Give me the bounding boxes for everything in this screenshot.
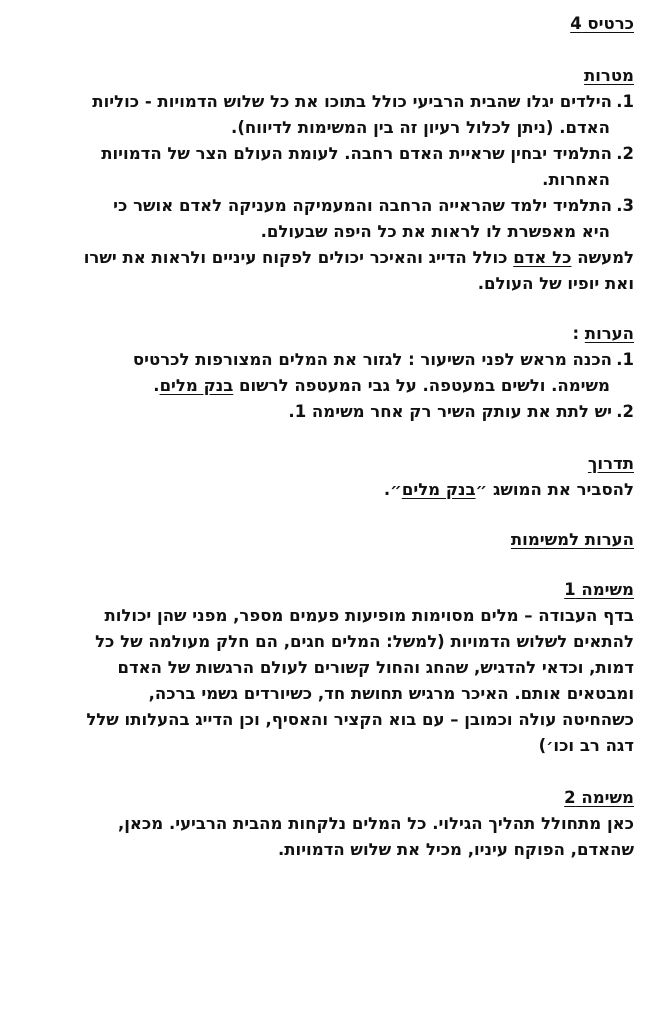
goals-heading: מטרות: [583, 66, 634, 85]
task-2-line: שהאדם, הפוקח עיניו, מכיל את שלוש הדמויות.: [277, 840, 634, 859]
goal-item-number: 2.: [616, 144, 634, 163]
task-1-line: בדף העבודה – מלים מסוימות מופיעות פעמים מספר, מפני שהן יכולות: [104, 606, 634, 625]
note-item-text: יש לתת את עותק השיר רק אחר משימה 1.: [288, 402, 612, 421]
task-2-line: כאן מתחולל תהליך הגילוי. כל המלים נלקחות מהבית הרביעי. מכאן,: [117, 814, 634, 833]
note-item-text: הכנה מראש לפני השיעור : לגזור את המלים המצורפות לכרטיס: [132, 350, 612, 369]
goal-item-1-continued: האדם. (ניתן לכלול רעיון זה בין המשימות לדיווח).: [231, 118, 610, 137]
goals-summary-continued: ואת יופיו של העולם.: [477, 274, 634, 293]
summary-emphasis: כל אדם: [513, 248, 572, 267]
note-item-number: 1.: [616, 350, 634, 369]
task-2-heading: משימה 2: [564, 788, 634, 807]
briefing-heading: תדרוך: [587, 454, 634, 473]
goal-item-3: [113, 194, 634, 218]
task-1-line: ומבטאים אותם. האיכר מרגיש תחושת חד, כשיורדים גשמי ברכה,: [148, 684, 634, 703]
note-text: .: [153, 376, 160, 395]
notes-heading: הערות: [584, 324, 634, 343]
goal-item-text: התלמיד יבחין שראיית האדם רחבה. לעומת העולם הצר של הדמויות: [101, 144, 612, 163]
goals-summary: [84, 246, 634, 270]
note-text: משימה. ולשים במעטפה. על גבי המעטפה לרשום: [233, 376, 610, 395]
note-item-number: 2.: [616, 402, 634, 421]
word-bank-term: בנק מלים: [401, 480, 476, 499]
briefing-text: [384, 478, 634, 502]
goal-item-2: [101, 142, 634, 166]
summary-text: למעשה: [571, 248, 634, 267]
briefing-text-part: ״.: [383, 480, 402, 499]
goal-item-2-continued: האחרות.: [542, 170, 610, 189]
task-1-line: דגה רב וכו׳): [538, 736, 634, 755]
goal-item-1: [92, 90, 634, 114]
summary-text: כולל הדייג והאיכר יכולים לפקוח עיניים ולראות את ישרו: [83, 248, 514, 267]
goal-item-text: הילדים יגלו שהבית הרביעי כולל בתוכו את כל שלוש הדמויות - כוליות: [92, 92, 612, 111]
note-item-2: [288, 400, 634, 424]
notes-heading-colon: :: [572, 324, 585, 343]
goal-item-number: 1.: [616, 92, 634, 111]
word-bank-term: בנק מלים: [159, 376, 234, 395]
task-notes-heading: הערות למשימות: [510, 530, 634, 549]
goal-item-text: התלמיד ילמד שהראייה הרחבה והמעמיקה מעניקה לאדם אושר כי: [113, 196, 612, 215]
note-item-1-continued: [153, 374, 610, 398]
note-item-1: [133, 348, 634, 372]
task-1-line: להתאים לשלוש הדמויות (למשל: המלים חגים, הם חלק מעולמה של כל: [95, 632, 634, 651]
briefing-text-part: להסביר את המושג ״: [475, 480, 634, 499]
goal-item-3-continued: היא מאפשרת לו לראות את כל היפה שבעולם.: [260, 222, 610, 241]
card-title: כרטיס 4: [570, 14, 634, 33]
task-1-line: דמות, וכדאי להדגיש, שהחג והחול קשורים לעולם הרגשות של האדם: [117, 658, 634, 677]
notes-heading-row: [572, 322, 634, 346]
goal-item-number: 3.: [616, 196, 634, 215]
task-1-line: כשהחיטה עולה וכמובן – עם בוא הקציר והאסיף, וכן הדייג בהעלותו שלל: [86, 710, 634, 729]
task-1-heading: משימה 1: [564, 580, 634, 599]
